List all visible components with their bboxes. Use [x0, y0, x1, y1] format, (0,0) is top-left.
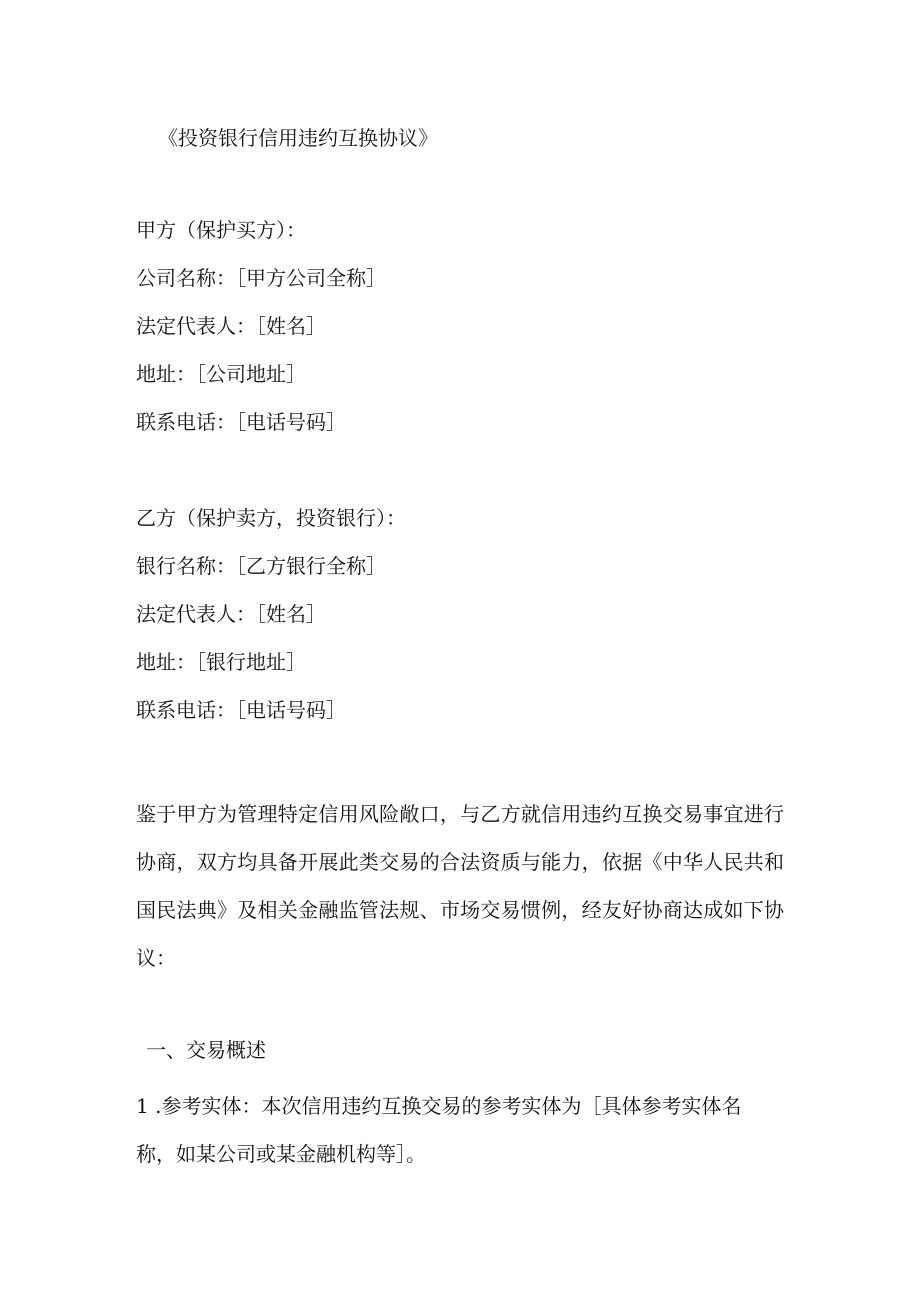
party-a-heading: 甲方（保护买方）：	[136, 218, 306, 242]
party-b-bank-name: 银行名称：［乙方银行全称］	[136, 554, 386, 578]
document-title: 《投资银行信用违约互换协议》	[158, 126, 438, 150]
party-b-address: 地址：［银行地址］	[136, 650, 306, 674]
section-1-item-1: 1 .参考实体：本次信用违约互换交易的参考实体为［具体参考实体名称，如某公司或某金融机构等］。	[136, 1094, 742, 1166]
party-b-heading: 乙方（保护卖方，投资银行）：	[136, 506, 406, 530]
section-1-heading: 一、交易概述	[146, 1038, 266, 1062]
party-a-phone: 联系电话：［电话号码］	[136, 410, 346, 434]
party-b-phone: 联系电话：［电话号码］	[136, 698, 346, 722]
party-b-legal-rep: 法定代表人：［姓名］	[136, 602, 326, 626]
party-a-legal-rep: 法定代表人：［姓名］	[136, 314, 326, 338]
preamble-paragraph: 鉴于甲方为管理特定信用风险敞口，与乙方就信用违约互换交易事宜进行协商，双方均具备开展此类交易的合法资质与能力，依据《中华人民共和国民法典》及相关金融监管法规、市场交易惯例，经友好协商达成如下协议：	[136, 802, 784, 970]
party-a-address: 地址：［公司地址］	[136, 362, 306, 386]
party-a-company-name: 公司名称：［甲方公司全称］	[136, 266, 386, 290]
